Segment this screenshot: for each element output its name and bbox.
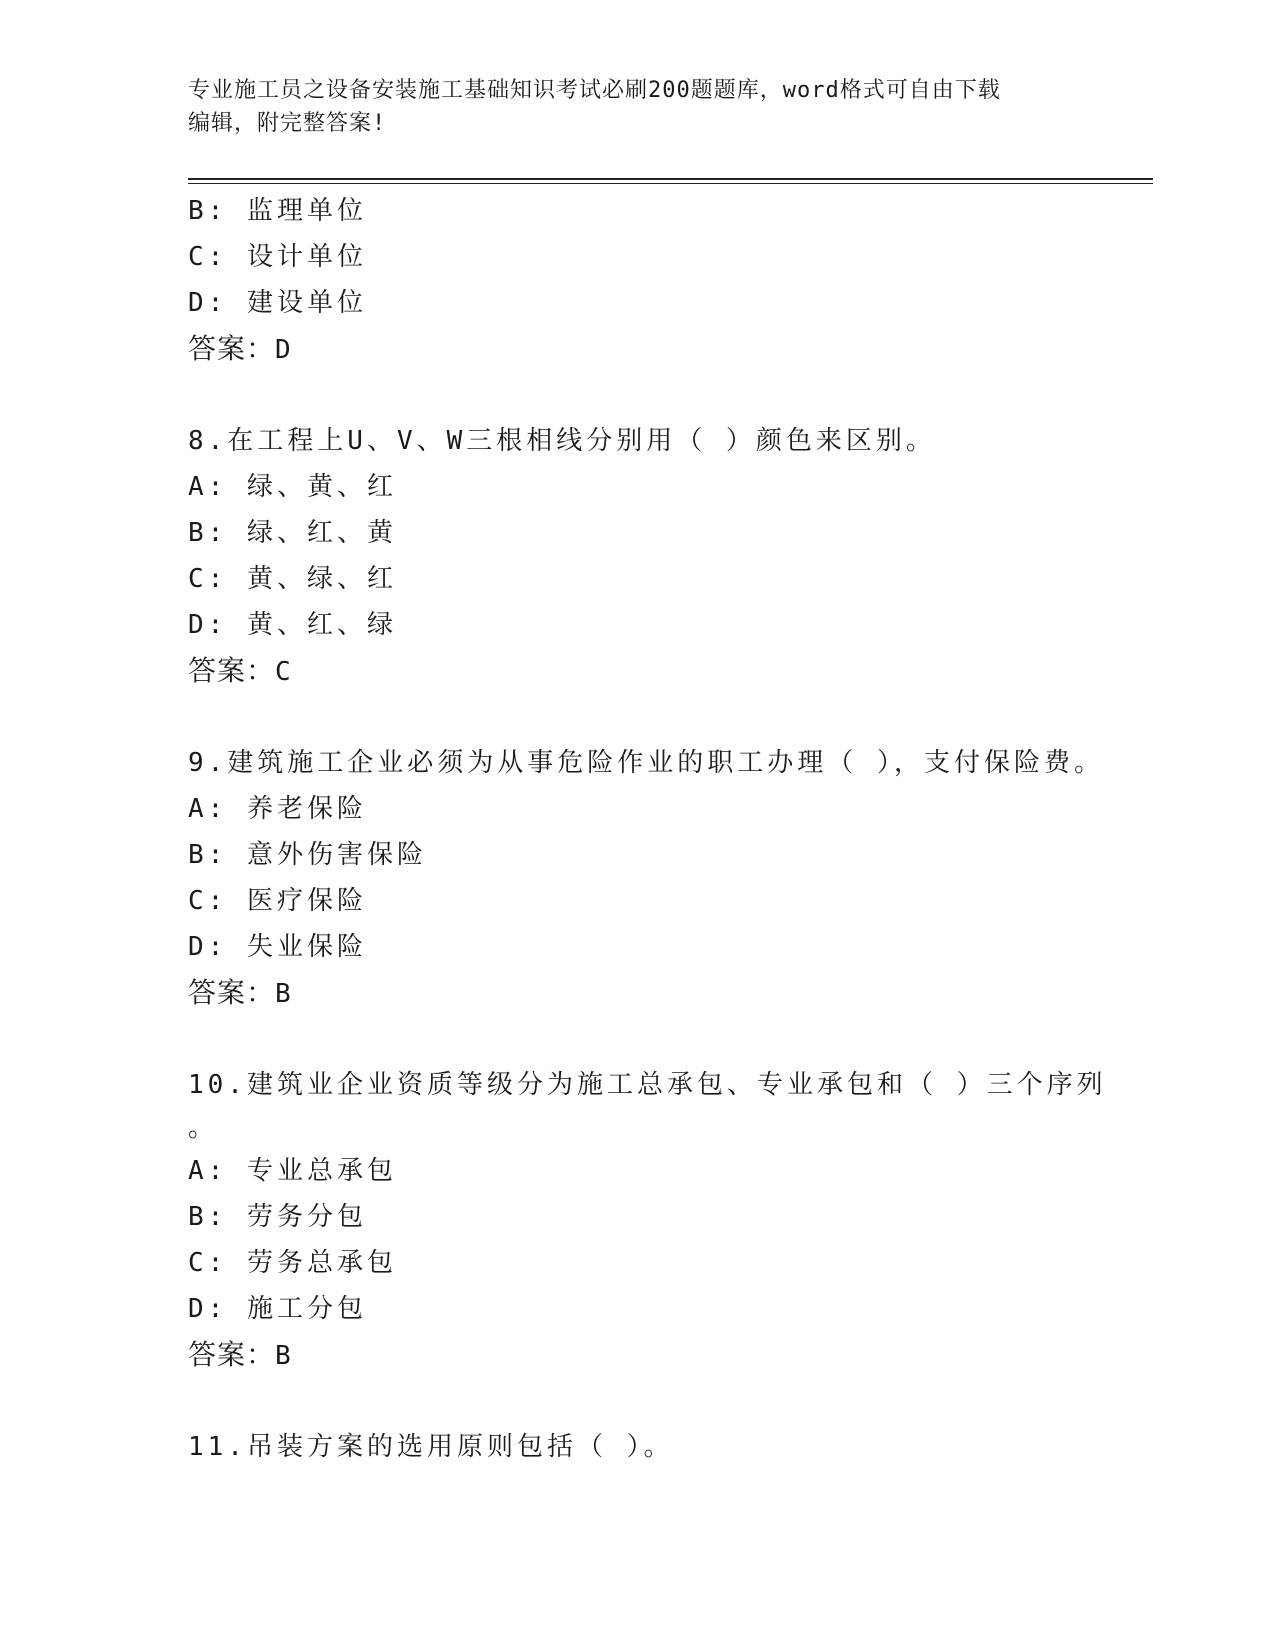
option: D: 黄、红、绿 [188,610,397,640]
option: C: 设计单位 [188,242,367,272]
option: D: 建设单位 [188,288,367,318]
answer-value: B [275,979,292,1009]
answer [188,326,1088,372]
question-text: 8.在工程上U、V、W三根相线分别用（ ）颜色来区别。 [188,426,936,456]
option: B: 绿、红、黄 [188,518,397,548]
question-block-9 [188,740,1104,1016]
answer [188,970,1088,1016]
header-line-1: 专业施工员之设备安装施工基础知识考试必刷200题题库，word格式可自由下载 [188,78,1001,103]
option: C: 医疗保险 [188,886,367,916]
answer-label: 答案： [188,332,276,365]
document-header [188,74,1088,140]
answer-value: C [275,657,292,687]
option: C: 黄、绿、红 [188,564,397,594]
option: B: 监理单位 [188,196,367,226]
option: A: 专业总承包 [188,1156,397,1186]
option: A: 绿、黄、红 [188,472,397,502]
question-block-10 [188,1062,1107,1378]
option: D: 失业保险 [188,932,367,962]
question-text-continuation: 。 [188,1113,219,1143]
question-block-8 [188,418,1088,694]
answer [188,648,1088,694]
option: B: 意外伤害保险 [188,840,427,870]
question-block-11 [188,1424,1088,1470]
header-divider-thin [188,183,1153,184]
option: D: 施工分包 [188,1294,367,1324]
question-text: 9.建筑施工企业必须为从事危险作业的职工办理（ ），支付保险费。 [188,748,1104,778]
option: A: 养老保险 [188,794,367,824]
document-body [188,188,1107,1470]
header-divider-thick [188,178,1153,180]
header-line-2: 编辑，附完整答案! [188,111,387,136]
answer-value: B [275,1341,292,1371]
question-text: 11.吊装方案的选用原则包括（ ）。 [188,1432,674,1462]
option: C: 劳务总承包 [188,1248,397,1278]
answer-value: D [275,335,292,365]
question-text: 10.建筑业企业资质等级分为施工总承包、专业承包和（ ）三个序列 [188,1070,1107,1100]
question-block-7 [188,188,1088,372]
answer [188,1332,1088,1378]
option: B: 劳务分包 [188,1202,367,1232]
answer-label: 答案： [188,976,276,1009]
answer-label: 答案： [188,654,276,687]
answer-label: 答案： [188,1338,276,1371]
